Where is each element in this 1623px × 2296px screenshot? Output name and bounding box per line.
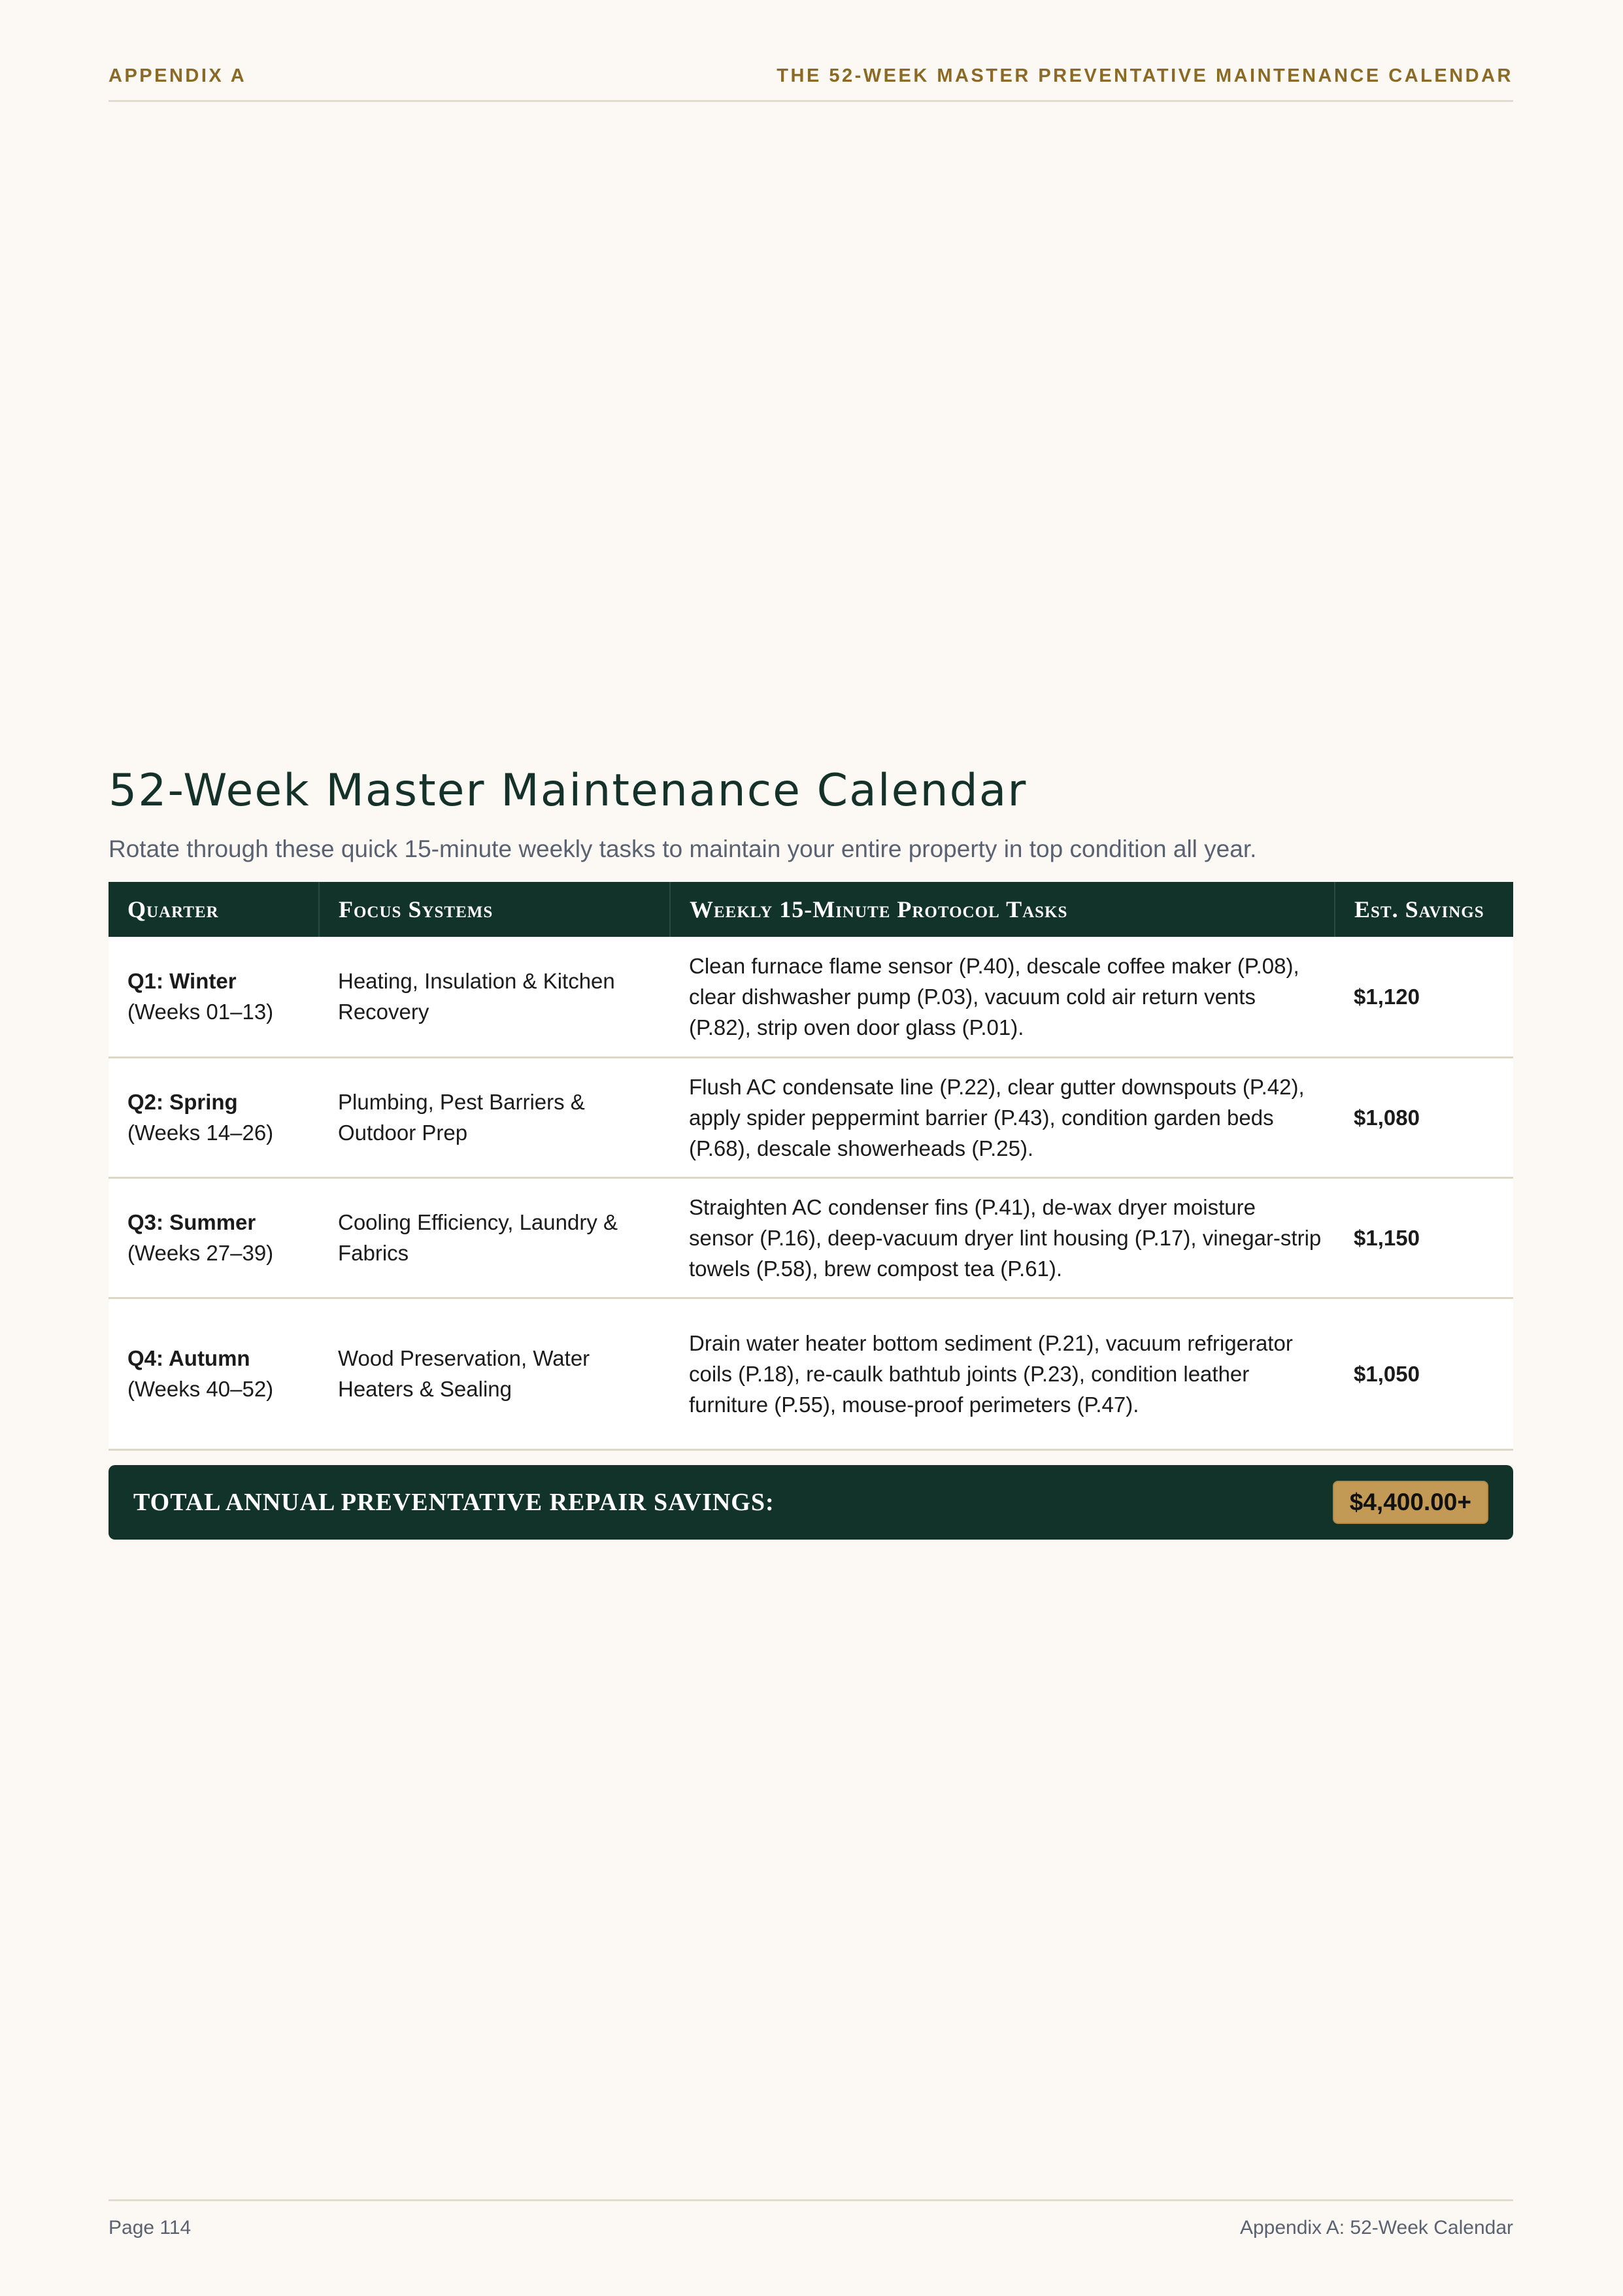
savings-cell: $1,150 <box>1335 1177 1513 1298</box>
tasks-cell: Straighten AC condenser fins (P.41), de-wax dryer moisture sensor (P.16), deep-vacuum dryer lint housing (P.17), vinegar-strip towels (P.58), brew compost tea (P.61). <box>670 1177 1335 1298</box>
focus-cell: Wood Preservation, Water Heaters & Sealing <box>319 1298 670 1449</box>
total-savings-bar <box>109 1465 1513 1540</box>
tasks-cell: Drain water heater bottom sediment (P.21), vacuum refrigerator coils (P.18), re-caulk bathtub joints (P.23), condition leather furniture (P.55), mouse-proof perimeters (P.47). <box>670 1298 1335 1449</box>
quarter-cell <box>109 1177 319 1298</box>
focus-cell: Heating, Insulation & Kitchen Recovery <box>319 937 670 1057</box>
table-row <box>109 1298 1513 1449</box>
table-header-row <box>109 882 1513 937</box>
page-subtitle: Rotate through these quick 15-minute weekly tasks to maintain your entire property in top condition all year. <box>109 836 1257 862</box>
total-savings-label: TOTAL ANNUAL PREVENTATIVE REPAIR SAVINGS: <box>133 1489 775 1516</box>
column-header-focus: Focus Systems <box>319 882 670 937</box>
quarter-name: Q1: Winter <box>127 969 237 994</box>
focus-cell: Plumbing, Pest Barriers & Outdoor Prep <box>319 1057 670 1177</box>
column-header-quarter: Quarter <box>109 882 319 937</box>
quarter-cell <box>109 1057 319 1177</box>
savings-cell: $1,080 <box>1335 1057 1513 1177</box>
running-footer <box>109 2199 1513 2239</box>
running-header <box>109 63 1513 102</box>
footer-section-title: Appendix A: 52-Week Calendar <box>1239 2217 1513 2238</box>
table-row <box>109 1177 1513 1298</box>
savings-cell: $1,120 <box>1335 937 1513 1057</box>
total-savings-badge: $4,400.00+ <box>1333 1481 1488 1524</box>
quarter-name: Q2: Spring <box>127 1090 238 1114</box>
savings-cell: $1,050 <box>1335 1298 1513 1449</box>
quarter-weeks: (Weeks 27–39) <box>127 1241 274 1265</box>
table-row <box>109 937 1513 1057</box>
quarter-name: Q3: Summer <box>127 1210 256 1234</box>
column-header-savings: Est. Savings <box>1335 882 1513 937</box>
quarter-name: Q4: Autumn <box>127 1346 250 1370</box>
quarter-weeks: (Weeks 14–26) <box>127 1121 274 1145</box>
focus-cell: Cooling Efficiency, Laundry & Fabrics <box>319 1177 670 1298</box>
quarter-cell <box>109 937 319 1057</box>
page-number: Page 114 <box>109 2217 192 2238</box>
header-chapter-title: THE 52-WEEK MASTER PREVENTATIVE MAINTENANCE CALENDAR <box>777 65 1513 86</box>
header-section-label: APPENDIX A <box>109 65 247 86</box>
tasks-cell: Clean furnace flame sensor (P.40), descale coffee maker (P.08), clear dishwasher pump (P.03), vacuum cold air return vents (P.82), strip oven door glass (P.01). <box>670 937 1335 1057</box>
tasks-cell: Flush AC condensate line (P.22), clear gutter downspouts (P.42), apply spider peppermint barrier (P.43), condition garden beds (P.68), descale showerheads (P.25). <box>670 1057 1335 1177</box>
page-title: 52-Week Master Maintenance Calendar <box>109 765 1028 817</box>
quarter-weeks: (Weeks 40–52) <box>127 1377 274 1401</box>
quarter-cell <box>109 1298 319 1449</box>
quarter-weeks: (Weeks 01–13) <box>127 1000 274 1024</box>
table-row <box>109 1057 1513 1177</box>
column-header-tasks: Weekly 15-Minute Protocol Tasks <box>670 882 1335 937</box>
maintenance-calendar-table <box>109 882 1513 1451</box>
